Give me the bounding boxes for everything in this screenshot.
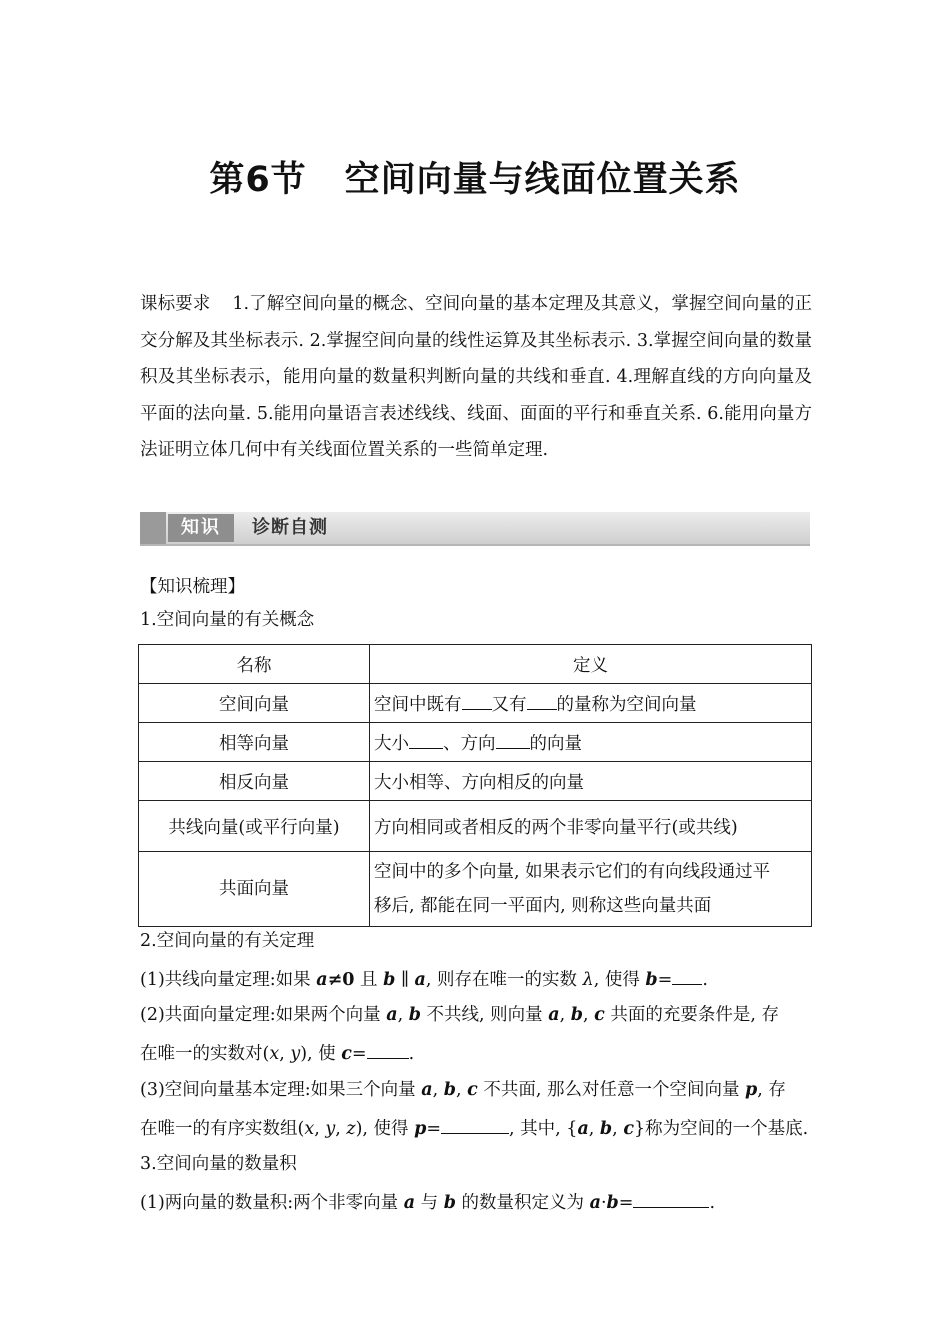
- text: (1)两向量的数量积:两个非零向量: [140, 1193, 404, 1213]
- coplanar-theorem-line-1: [140, 1003, 812, 1027]
- vector-a: a: [577, 1119, 589, 1139]
- vector-c: c: [623, 1119, 634, 1139]
- banner-subtitle: 诊断自测: [252, 517, 328, 538]
- vector-b: b: [408, 1005, 421, 1025]
- fill-blank[interactable]: [496, 730, 530, 749]
- vector-a: a: [548, 1005, 560, 1025]
- term-definition: [370, 723, 812, 762]
- text: ,: [279, 1044, 291, 1064]
- term-name: 相反向量: [139, 762, 370, 801]
- term-name: 相等向量: [139, 723, 370, 762]
- term-name: 共面向量: [139, 852, 370, 927]
- table-row: [139, 684, 812, 723]
- var-y: y: [290, 1044, 301, 1064]
- term-definition: [370, 852, 812, 927]
- text: ∥: [395, 970, 415, 990]
- text: ), 使得: [355, 1119, 415, 1139]
- text: =: [618, 1193, 634, 1213]
- text: 与: [415, 1193, 444, 1213]
- text: , 则存在唯一的实数: [425, 970, 583, 990]
- text: (1)共线向量定理:如果: [140, 970, 317, 990]
- definition-text: 空间中的多个向量, 如果表示它们的有向线段通过平: [374, 862, 771, 882]
- vector-a: a: [589, 1193, 601, 1213]
- term-definition: 大小相等、方向相反的向量: [370, 762, 812, 801]
- vector-b: b: [606, 1193, 619, 1213]
- term-definition: [370, 684, 812, 723]
- basis-theorem-line-1: [140, 1078, 812, 1102]
- vector-c: c: [341, 1044, 352, 1064]
- concepts-heading: 1.空间向量的有关概念: [140, 610, 315, 630]
- var-x: x: [304, 1119, 315, 1139]
- definition-text: 、方向: [443, 733, 496, 754]
- text: (2)共面向量定理:如果两个向量: [140, 1005, 387, 1025]
- text: 的数量积定义为: [455, 1193, 590, 1213]
- fill-blank[interactable]: [633, 1189, 709, 1208]
- definition-text: 空间中既有: [374, 694, 462, 715]
- table-row: [139, 723, 812, 762]
- term-name: 空间向量: [139, 684, 370, 723]
- text: ), 使: [300, 1044, 342, 1064]
- definition-text: 的向量: [529, 733, 582, 754]
- vector-b: b: [645, 970, 658, 990]
- text: .: [702, 970, 708, 990]
- requirements-label: 课标要求: [140, 294, 211, 314]
- vector-b: b: [443, 1080, 456, 1100]
- text: 且: [354, 970, 384, 990]
- var-x: x: [269, 1044, 280, 1064]
- vector-c: c: [594, 1005, 605, 1025]
- term-name: 共线向量(或平行向量): [139, 801, 370, 852]
- section-title: 空间向量与线面位置关系: [344, 160, 741, 200]
- banner-tag: 知识: [168, 514, 234, 542]
- text: ,: [588, 1119, 600, 1139]
- var-z: z: [346, 1119, 356, 1139]
- vector-a: a: [421, 1080, 433, 1100]
- vector-a: a: [414, 970, 426, 990]
- basis-theorem-line-2: [140, 1115, 812, 1141]
- vector-c: c: [467, 1080, 478, 1100]
- banner-stub: [140, 512, 166, 544]
- text: =: [351, 1044, 367, 1064]
- definition-text: 大小: [374, 733, 409, 754]
- fill-blank[interactable]: [409, 730, 443, 749]
- text: ,: [335, 1119, 347, 1139]
- text: , 使得: [593, 970, 646, 990]
- section-number: 第6节: [209, 160, 307, 200]
- vector-a: a: [403, 1193, 416, 1213]
- text: ·: [600, 1193, 607, 1213]
- requirements-text: 1.了解空间向量的概念、空间向量的基本定理及其意义，掌握空间向量的正交分解及其坐标表示. 2.掌握空间向量的线性运算及其坐标表示. 3.掌握空间向量的数量积及其坐标表示，能用向量的数量积判断向量的共线和垂直. 4.理解直线的方向向量及平面的法向量. 5.能用向量语言表述线线、线面、面面的平行和垂直关系. 6.能用向量方法证明立体几何中有关线面位置关系的一些简单定理.: [140, 294, 812, 460]
- table-header-name: 名称: [139, 645, 370, 684]
- vector-p: p: [745, 1080, 758, 1100]
- section-banner: [140, 512, 810, 546]
- vector-b: b: [570, 1005, 583, 1025]
- text: }称为空间的一个基底.: [633, 1119, 809, 1139]
- page-title: [0, 152, 950, 202]
- table-row: [139, 801, 812, 852]
- text: ,: [314, 1119, 326, 1139]
- text: ,: [432, 1080, 444, 1100]
- text: =: [657, 970, 673, 990]
- fill-blank[interactable]: [672, 966, 702, 985]
- text: , 其中, {: [509, 1119, 578, 1139]
- text: 不共线, 则向量: [420, 1005, 549, 1025]
- table-row: [139, 762, 812, 801]
- text: 在唯一的有序实数组(: [140, 1119, 305, 1139]
- coplanar-theorem-line-2: [140, 1040, 812, 1066]
- fill-blank[interactable]: [462, 691, 492, 710]
- definition-text: 的量称为空间向量: [556, 694, 697, 715]
- vector-b: b: [443, 1193, 456, 1213]
- table-header-definition: 定义: [370, 645, 812, 684]
- text: =: [426, 1119, 442, 1139]
- table-header-row: [139, 645, 812, 684]
- text: (3)空间向量基本定理:如果三个向量: [140, 1080, 422, 1100]
- text: ,: [582, 1005, 595, 1025]
- fill-blank[interactable]: [367, 1040, 409, 1059]
- table-row: [139, 852, 812, 927]
- text: ,: [612, 1119, 624, 1139]
- text: ,: [455, 1080, 468, 1100]
- text: ,: [397, 1005, 409, 1025]
- vector-b: b: [599, 1119, 613, 1139]
- fill-blank[interactable]: [441, 1115, 509, 1134]
- definition-text: 移后, 都能在同一平面内, 则称这些向量共面: [374, 896, 712, 916]
- text: 不共面, 那么对任意一个空间向量: [477, 1080, 746, 1100]
- definition-text: 又有: [491, 694, 527, 715]
- collinear-theorem: [140, 966, 812, 992]
- fill-blank[interactable]: [527, 691, 557, 710]
- dot-product-heading: 3.空间向量的数量积: [140, 1154, 297, 1174]
- term-definition: 方向相同或者相反的两个非零向量平行(或共线): [370, 801, 812, 852]
- var-y: y: [325, 1119, 336, 1139]
- text: 在唯一的实数对(: [140, 1044, 270, 1064]
- curriculum-requirements: [140, 286, 812, 469]
- vector-p: p: [414, 1119, 427, 1139]
- vector-a: a: [316, 970, 328, 990]
- lambda-symbol: λ: [582, 970, 594, 990]
- text: , 存: [757, 1080, 786, 1100]
- text: ≠0: [327, 970, 355, 990]
- dot-product-definition: [140, 1189, 812, 1215]
- concepts-table: [138, 644, 812, 927]
- review-heading: 【知识梳理】: [140, 577, 245, 597]
- theorems-heading: 2.空间向量的有关定理: [140, 931, 315, 951]
- vector-b: b: [383, 970, 396, 990]
- text: .: [408, 1044, 415, 1064]
- text: 共面的充要条件是, 存: [604, 1005, 779, 1025]
- vector-a: a: [386, 1005, 398, 1025]
- text: ,: [559, 1005, 571, 1025]
- text: .: [709, 1193, 716, 1213]
